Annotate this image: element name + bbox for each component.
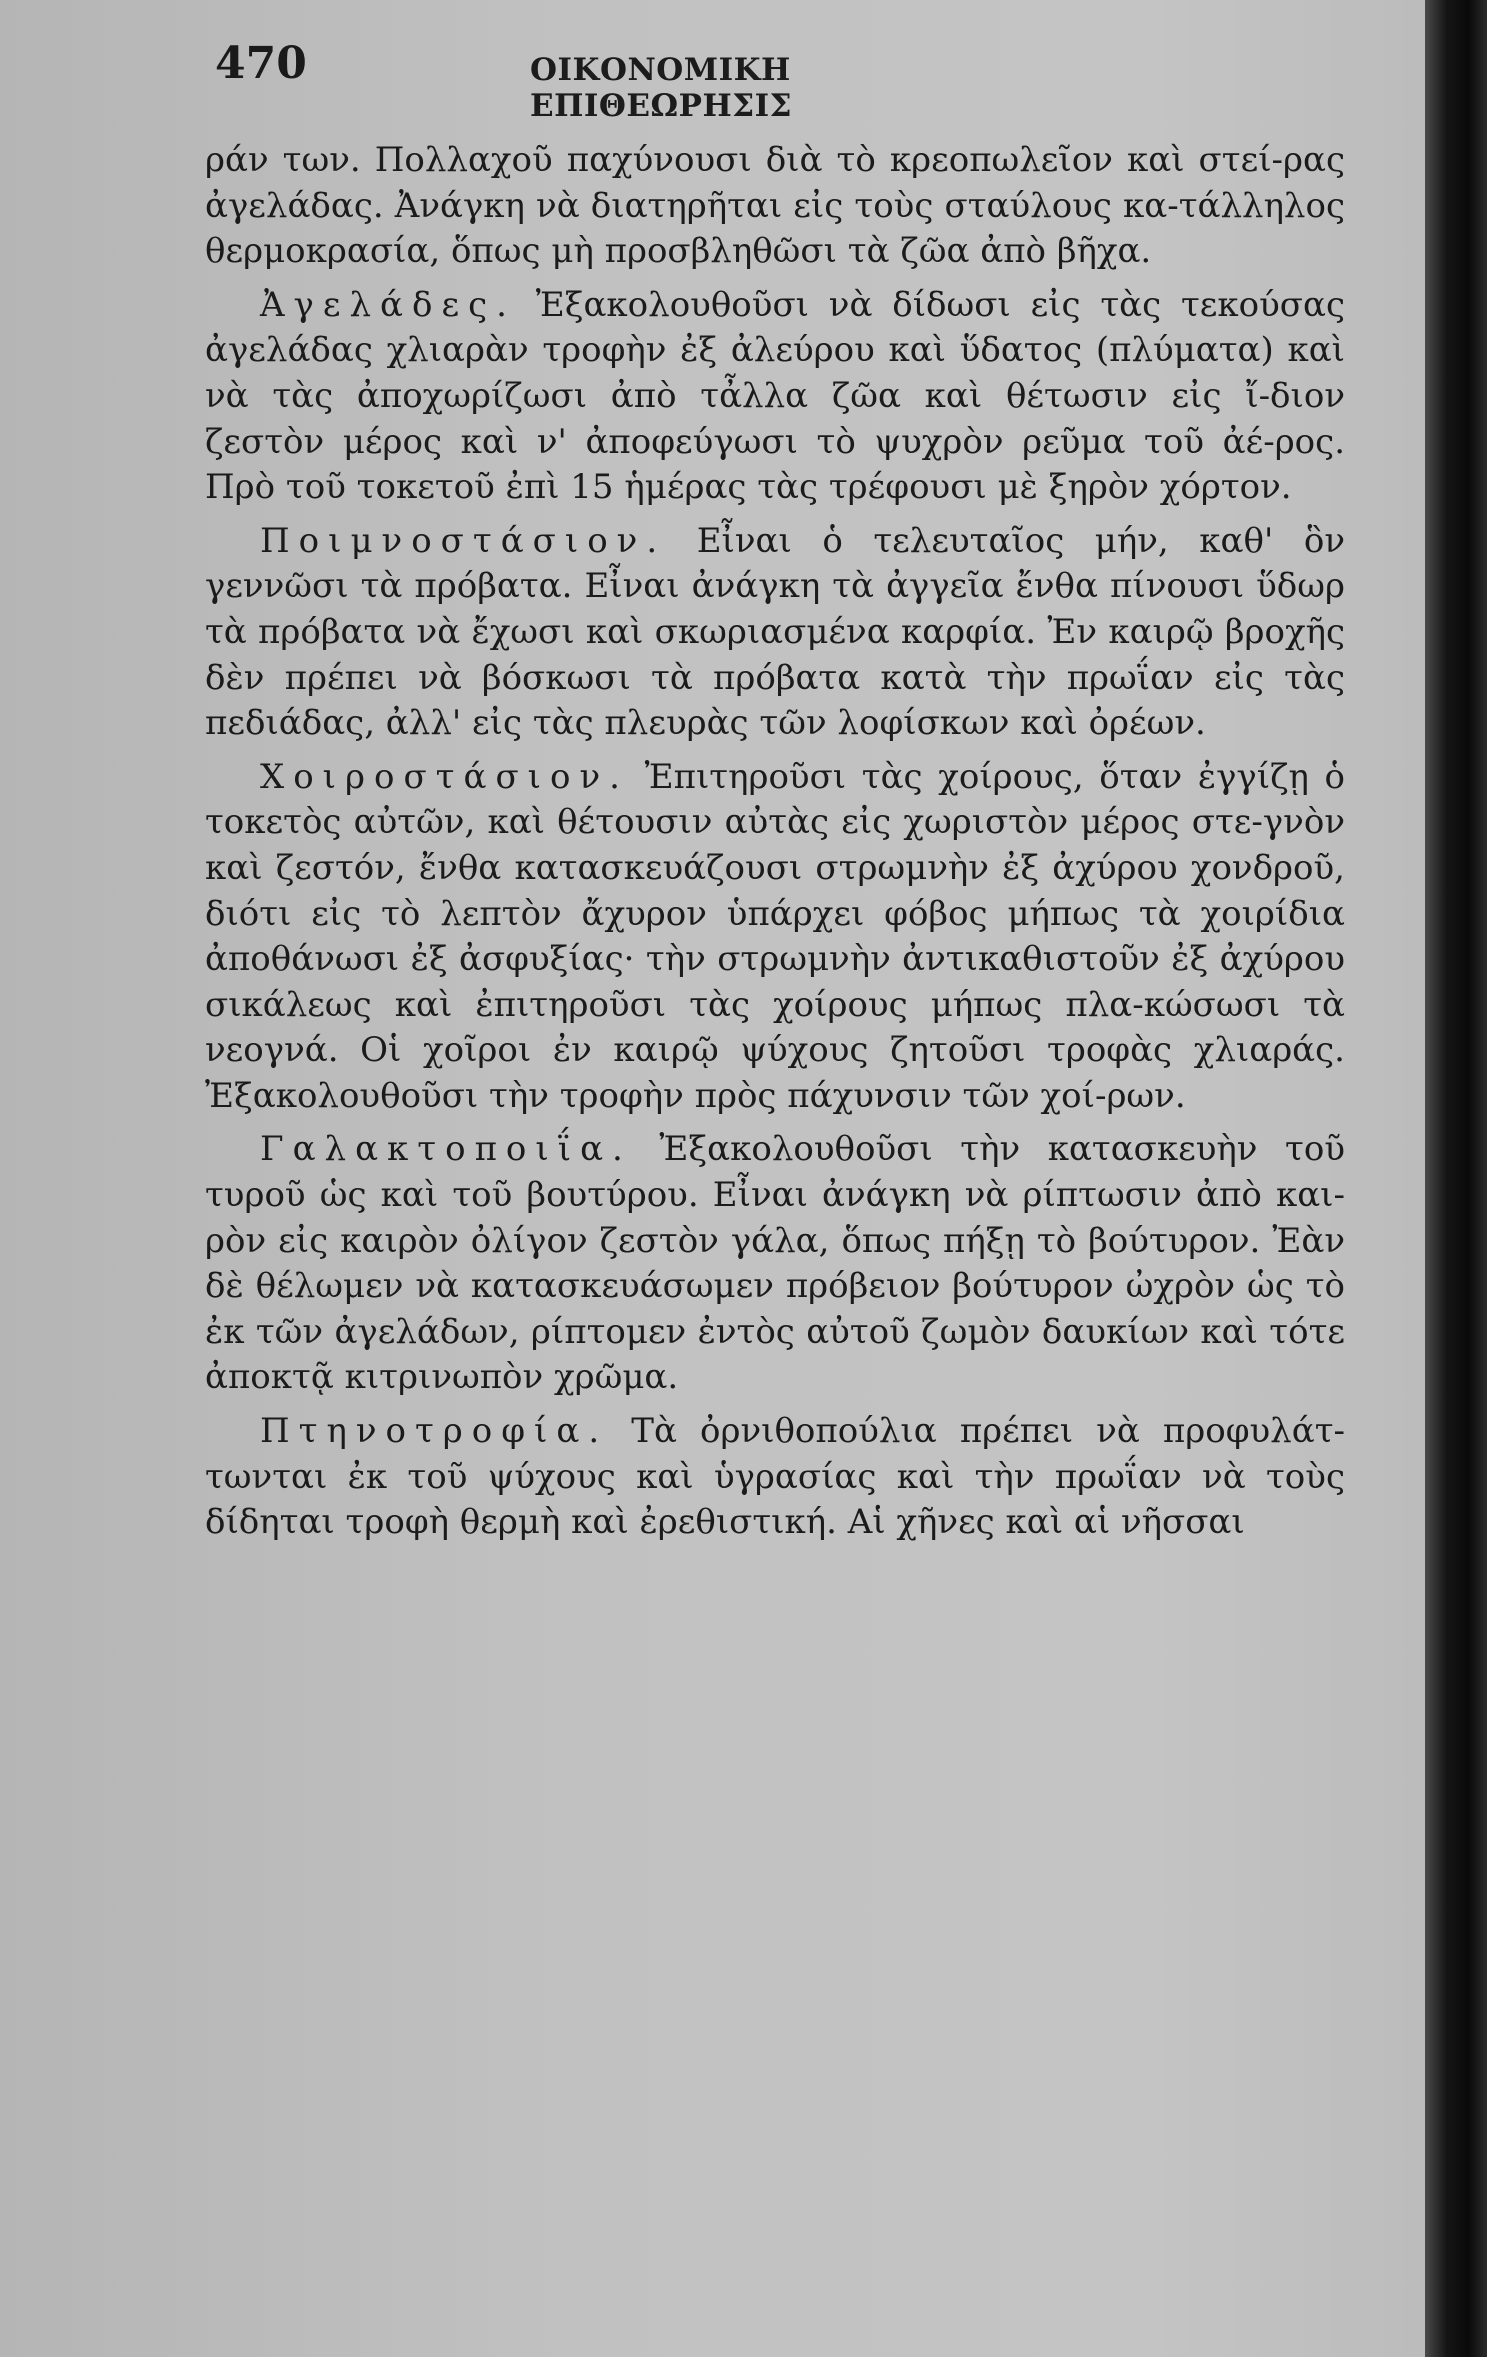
paragraph-text: Ἐπιτηροῦσι τὰς χοίρους, ὅταν ἐγγίζῃ ὁ τοκετὸς αὐτῶν, καὶ θέτουσιν αὐτὰς εἰς χωριστὸν μέρος στε-γνὸν καὶ ζεστόν, ἔνθα κατασκευάζουσι στρωμνὴν ἐξ ἀχύρου χονδροῦ, διότι εἰς τὸ λεπτὸν ἄχυρον ὑπάρχει φόβος μήπως τὰ χοιρίδια ἀποθάνωσι ἐξ ἀσφυξίας· τὴν στρωμνὴν ἀντικαθιστοῦν ἐξ ἀχύρου σικάλεως καὶ ἐπιτηροῦσι τὰς χοίρους μήπως πλα-κώσωσι τὰ νεογνά. Οἱ χοῖροι ἐν καιρῷ ψύχους ζητοῦσι τροφὰς χλιαράς. Ἐξακολουθοῦσι τὴν τροφὴν πρὸς πάχυνσιν τῶν χοί-ρων. xyxy=(205,756,1345,1116)
paragraph-text: Ἐξακολουθοῦσι νὰ δίδωσι εἰς τὰς τεκούσας ἀγελάδας χλιαρὰν τροφὴν ἐξ ἀλεύρου καὶ ὕδατος (πλύματα) καὶ νὰ τὰς ἀποχωρίζωσι ἀπὸ τἆλλα ζῶα καὶ θέτωσιν εἰς ἴ-διον ζεστὸν μέρος καὶ ν' ἀποφεύγωσι τὸ ψυχρὸν ρεῦμα τοῦ ἀέ-ρος. Πρὸ τοῦ τοκετοῦ ἐπὶ 15 ἡμέρας τὰς τρέφουσι μὲ ξηρὸν χόρτον. xyxy=(205,284,1345,508)
body-text xyxy=(205,138,1345,1546)
paragraph-continuation xyxy=(205,138,1345,275)
paragraph-text: ράν των. Πολλαχοῦ παχύνουσι διὰ τὸ κρεοπωλεῖον καὶ στεί-ρας ἀγελάδας. Ἀνάγκη νὰ διατηρῆται εἰς τοὺς σταύλους κα-τάλληλος θερμοκρασία, ὅπως μὴ προσβληθῶσι τὰ ζῶα ἀπὸ βῆχα. xyxy=(205,140,1345,272)
paragraph-text: Τὰ ὀρνιθοπούλια πρέπει νὰ προφυλάτ-τωνται ἐκ τοῦ ψύχους καὶ ὑγρασίας καὶ τὴν πρωΐαν νὰ τοὺς δίδηται τροφὴ θερμὴ καὶ ἐρεθιστική. Αἱ χῆνες καὶ αἱ νῆσσαι xyxy=(205,1411,1345,1543)
running-title: ΟΙΚΟΝΟΜΙΚΗ ΕΠΙΘΕΩΡΗΣΙΣ xyxy=(530,52,793,124)
section-heading-cows: Ἀγελάδες. xyxy=(260,284,516,325)
paragraph-dairy xyxy=(205,1127,1345,1401)
paragraph-poultry xyxy=(205,1409,1345,1546)
paragraph-cows xyxy=(205,283,1345,511)
book-binding-edge xyxy=(1425,0,1487,2357)
section-heading-sheepfold: Ποιμνοστάσιον. xyxy=(260,520,667,561)
section-heading-poultry: Πτηνοτροφία. xyxy=(260,1411,609,1452)
section-heading-pigsty: Χοιροστάσιον. xyxy=(260,756,629,797)
paragraph-text: Εἶναι ὁ τελευταῖος μήν, καθ' ὃν γεννῶσι τὰ πρόβατα. Εἶναι ἀνάγκη τὰ ἀγγεῖα ἔνθα πίνουσι ὕδωρ τὰ πρόβατα νὰ ἔχωσι καὶ σκωριασμένα καρφία. Ἐν καιρῷ βροχῆς δὲν πρέπει νὰ βόσκωσι τὰ πρόβατα κατὰ τὴν πρωΐαν εἰς τὰς πεδιάδας, ἀλλ' εἰς τὰς πλευρὰς τῶν λοφίσκων καὶ ὀρέων. xyxy=(205,520,1345,744)
paragraph-pigsty xyxy=(205,755,1345,1120)
page-header xyxy=(215,38,1055,124)
page-number: 470 xyxy=(215,38,307,89)
paragraph-sheepfold xyxy=(205,519,1345,747)
paragraph-text: Ἐξακολουθοῦσι τὴν κατασκευὴν τοῦ τυροῦ ὡς καὶ τοῦ βουτύρου. Εἶναι ἀνάγκη νὰ ρίπτωσιν ἀπὸ και-ρὸν εἰς καιρὸν ὀλίγον ζεστὸν γάλα, ὅπως πήξῃ τὸ βούτυρον. Ἐὰν δὲ θέλωμεν νὰ κατασκευάσωμεν πρόβειον βούτυρον ὠχρὸν ὡς τὸ ἐκ τῶν ἀγελάδων, ρίπτομεν ἐντὸς αὐτοῦ ζωμὸν δαυκίων καὶ τότε ἀποκτᾷ κιτρινωπὸν χρῶμα. xyxy=(205,1129,1345,1398)
section-heading-dairy: Γαλακτοποιΐα. xyxy=(260,1129,632,1170)
